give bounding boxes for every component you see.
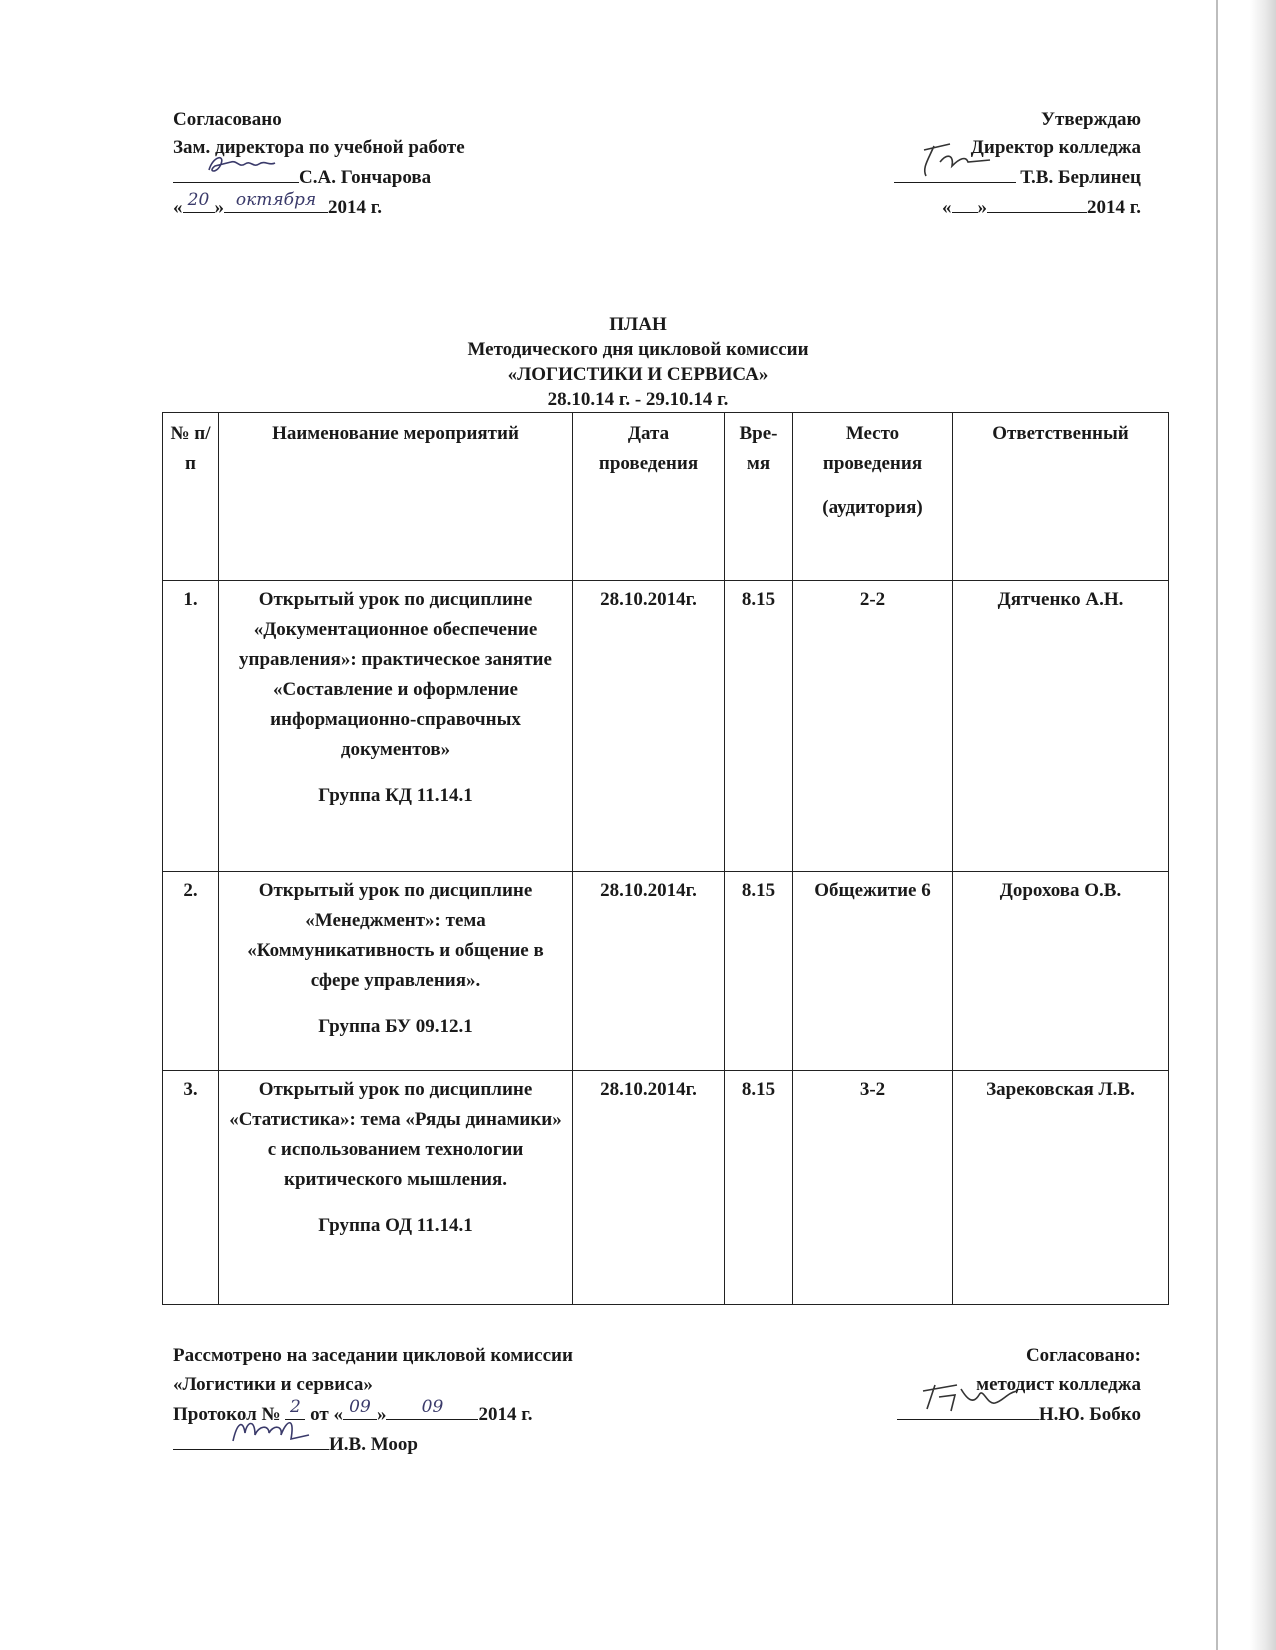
- approval-right-heading: Утверждаю: [1041, 109, 1141, 130]
- header-date: Дата проведения: [573, 413, 725, 581]
- title-subtitle: Методического дня цикловой комиссии: [467, 339, 809, 360]
- review-line2: «Логистики и сервиса»: [173, 1374, 373, 1395]
- cell-event: [219, 872, 573, 1071]
- approval-left-heading: Согласовано: [173, 109, 282, 130]
- header-time: Вре-мя: [725, 413, 793, 581]
- event-group: Группа КД 11.14.1: [318, 785, 473, 806]
- cell-event: [219, 581, 573, 872]
- handwritten-day: 20: [187, 190, 210, 210]
- scan-line: [1216, 0, 1218, 1650]
- approval-right-signer: Т.В. Берлинец: [1020, 167, 1141, 188]
- cell-place: 2-2: [793, 581, 953, 872]
- title-commission: «ЛОГИСТИКИ И СЕРВИСА»: [507, 364, 769, 385]
- plan-table: [162, 412, 1169, 1305]
- cell-date: 28.10.2014г.: [573, 581, 725, 872]
- approval-left-signer: С.А. Гончарова: [299, 167, 432, 188]
- review-signer: И.В. Моор: [329, 1434, 418, 1455]
- cell-responsible: Дятченко А.Н.: [953, 581, 1169, 872]
- cell-date: 28.10.2014г.: [573, 1071, 725, 1305]
- handwritten-protocol-number: 2: [289, 1397, 301, 1417]
- approval-right-signature-line: [894, 162, 1141, 192]
- cell-time: 8.15: [725, 1071, 793, 1305]
- methodist-signer: Н.Ю. Бобко: [1038, 1404, 1141, 1425]
- header-responsible: Ответственный: [953, 413, 1169, 581]
- event-group: Группа БУ 09.12.1: [318, 1016, 473, 1037]
- cell-num: 1.: [163, 581, 219, 872]
- cell-event: [219, 1071, 573, 1305]
- header-place: Место проведения (аудитория): [793, 413, 953, 581]
- handwritten-protocol-day: 09: [349, 1397, 371, 1417]
- cell-time: 8.15: [725, 872, 793, 1071]
- title-dates: 28.10.14 г. - 29.10.14 г.: [547, 389, 729, 410]
- approval-right-block: [894, 106, 1141, 222]
- table-row: [163, 581, 1169, 872]
- event-description: Открытый урок по дисциплине «Статистика»: тема «Ряды динамики» с использованием технологии критического мышления.: [229, 1079, 562, 1190]
- methodist-block: [897, 1341, 1141, 1429]
- table-row: [163, 1071, 1169, 1305]
- protocol-line: Протокол № 2 от « 09 » 09 2014 г.: [173, 1399, 573, 1429]
- handwritten-protocol-month: 09: [421, 1397, 444, 1417]
- approval-left-signature-line: [173, 162, 465, 192]
- signature-blank: [894, 162, 1016, 183]
- review-line1: Рассмотрено на заседании цикловой комиссии: [173, 1345, 573, 1366]
- title-plan: ПЛАН: [609, 314, 667, 335]
- signature-blank: [173, 1429, 329, 1450]
- header-num: № п/п: [163, 413, 219, 581]
- handwritten-month: октября: [235, 190, 317, 210]
- methodist-signature-line: [897, 1399, 1141, 1429]
- approval-left-date: « 20 » октября 2014 г.: [173, 192, 465, 222]
- document-title: [0, 312, 1276, 412]
- scan-edge: [1250, 0, 1276, 1650]
- approval-right-date: « » 2014 г.: [894, 192, 1141, 222]
- cell-responsible: Зарековская Л.В.: [953, 1071, 1169, 1305]
- event-description: Открытый урок по дисциплине «Документационное обеспечение управления»: практическое занятие «Составление и оформление информационно-справочных документов»: [239, 589, 552, 760]
- cell-date: 28.10.2014г.: [573, 872, 725, 1071]
- event-description: Открытый урок по дисциплине «Менеджмент»: тема «Коммуникативность и общение в сфере управления».: [247, 880, 544, 991]
- cell-place: 3-2: [793, 1071, 953, 1305]
- review-block: [173, 1341, 573, 1459]
- approval-left-block: [173, 106, 465, 222]
- cell-num: 3.: [163, 1071, 219, 1305]
- table-row: [163, 872, 1169, 1071]
- cell-responsible: Дорохова О.В.: [953, 872, 1169, 1071]
- event-group: Группа ОД 11.14.1: [318, 1215, 473, 1236]
- approval-left-position: Зам. директора по учебной работе: [173, 137, 465, 158]
- table-header-row: [163, 413, 1169, 581]
- cell-num: 2.: [163, 872, 219, 1071]
- header-event: Наименование мероприятий: [219, 413, 573, 581]
- cell-time: 8.15: [725, 581, 793, 872]
- signature-blank: [173, 162, 299, 183]
- methodist-heading: Согласовано:: [1025, 1345, 1141, 1366]
- signature-blank: [897, 1399, 1039, 1420]
- methodist-position: методист колледжа: [976, 1374, 1141, 1395]
- cell-place: Общежитие 6: [793, 872, 953, 1071]
- review-signature-line: [173, 1429, 573, 1459]
- approval-right-position: Директор колледжа: [970, 137, 1141, 158]
